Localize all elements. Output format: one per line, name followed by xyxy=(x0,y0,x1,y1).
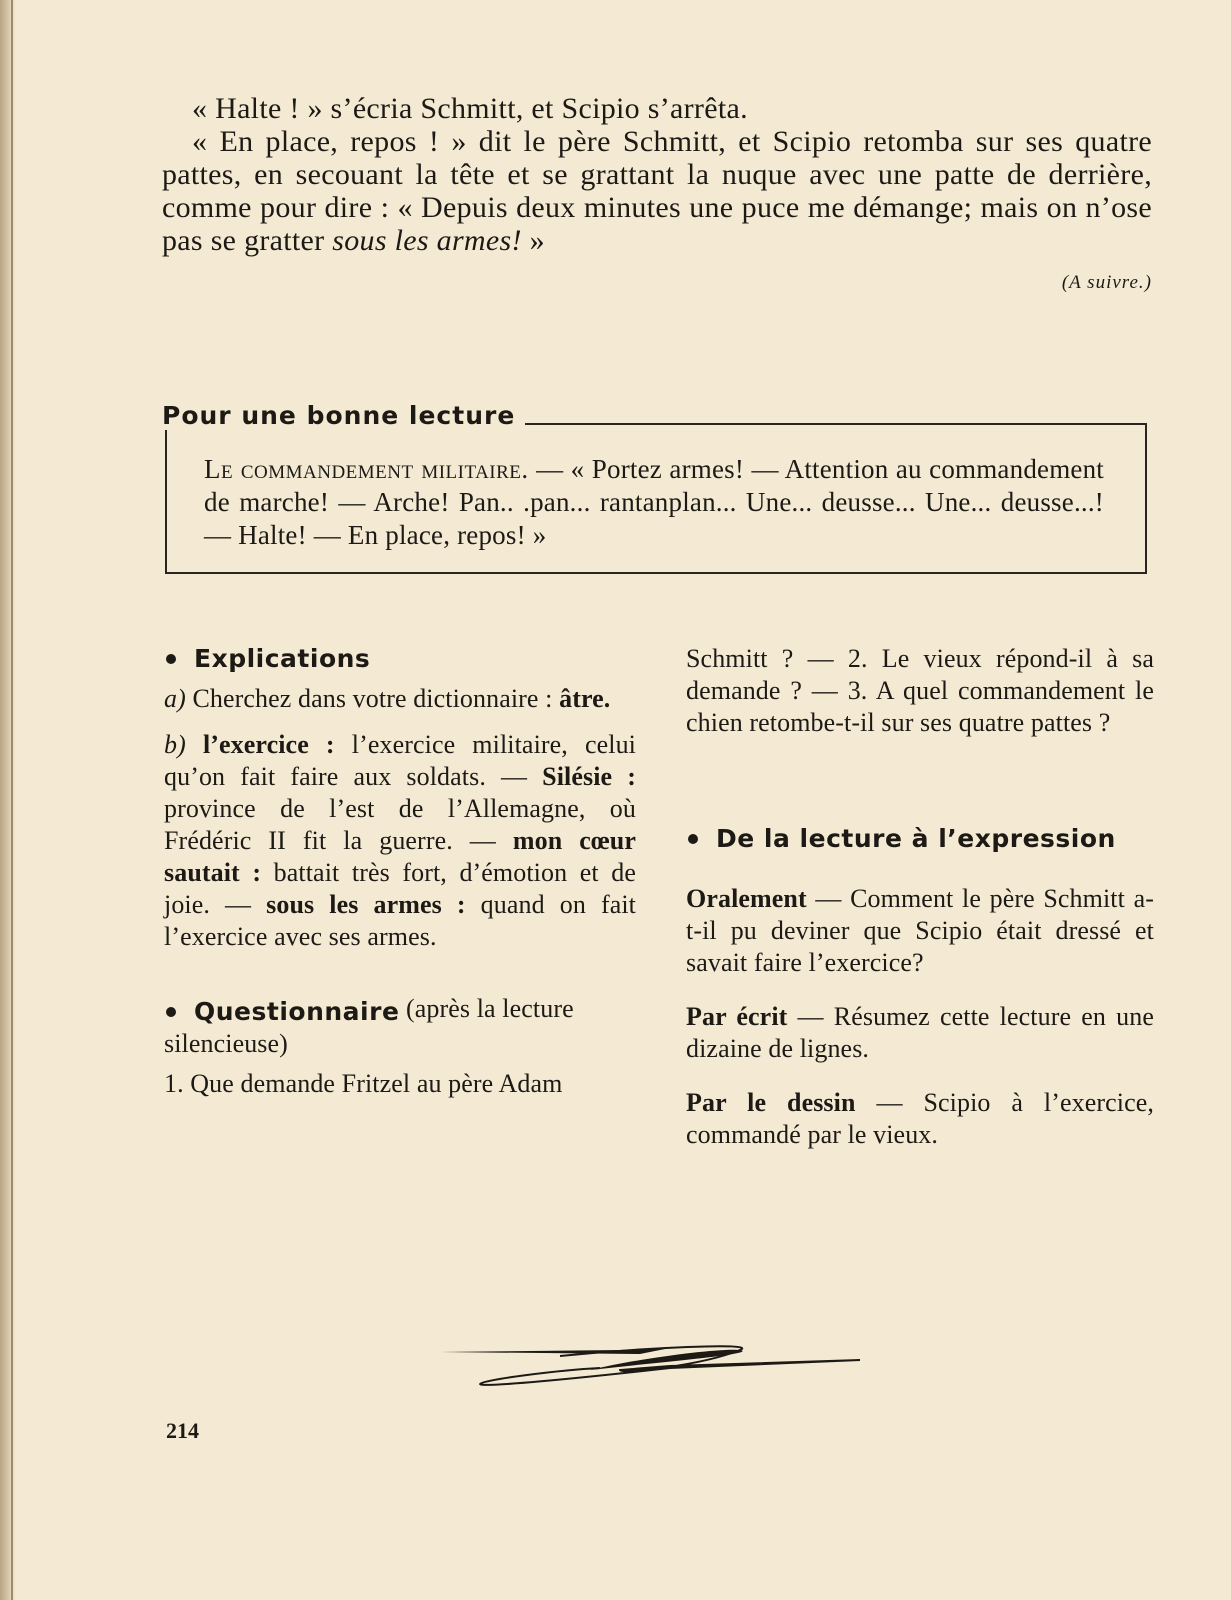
explication-b: b) l’exercice : l’exercice militaire, celui qu’on fait faire aux soldats. — Silésie : province de l’est de l’Allemagne, où Frédéric II fit la guerre. — mon cœur sautait : battait très fort, d’émotion et de joie. — sous les armes : quand on fait l’exercice avec ses armes. xyxy=(164,730,637,951)
expression-dessin: Par le dessin — Scipio à l’exercice, commandé par le vieux. xyxy=(686,1088,1154,1149)
story-paragraph-repos: « En place, repos ! » dit le père Schmitt, et Scipio retomba sur ses quatre pattes, en secouant la tête et se grattant la nuque avec une patte de derrière, comme pour dire : « Depuis deux minutes une puce me démange; mais on n’ose pas se gratter sous les armes! » xyxy=(162,125,1152,257)
page-edge xyxy=(0,0,16,1600)
bullet-icon xyxy=(166,654,176,664)
questions-continued: Schmitt ? — 2. Le vieux répond-il à sa demande ? — 3. A quel commandement le chien retombe-t-il sur ses quatre pattes ? xyxy=(686,644,1154,737)
box-lead: Le commandement militaire. xyxy=(204,454,529,484)
expression-ecrit: Par écrit — Résumez cette lecture en une dizaine de lignes. xyxy=(686,1002,1154,1063)
reading-box-text: Le commandement militaire. — « Portez armes! — Attention au commandement de marche! — Arche! Pan.. .pan... rantanplan... Une... deusse... Une... deusse...! — Halte! — En place, repos! » xyxy=(204,454,1104,550)
story-line-halte: « Halte ! » s’écria Schmitt, et Scipio s’arrêta. xyxy=(192,92,748,125)
story-text xyxy=(162,92,1152,257)
bullet-icon xyxy=(688,834,698,844)
page-number: 214 xyxy=(166,1418,199,1443)
expression-oral: Oralement — Comment le père Schmitt a-t-il pu deviner que Scipio était dressé et savait faire l’exercice? xyxy=(686,884,1154,977)
questionnaire-heading: Questionnaire (après la lecture silencieuse) xyxy=(164,994,574,1058)
to-be-continued: (A suivre.) xyxy=(1061,272,1152,293)
questionnaire-subtitle: (après la lecture silencieuse) xyxy=(164,994,574,1058)
explication-a: a) Cherchez dans votre dictionnaire : âtre. xyxy=(164,684,611,713)
bullet-icon xyxy=(166,1007,176,1017)
expression-heading: De la lecture à l’expression xyxy=(686,823,1154,855)
right-column xyxy=(686,643,1154,1151)
question-1-start: 1. Que demande Fritzel au père Adam xyxy=(164,1069,563,1098)
left-column xyxy=(164,643,636,1100)
box-title: Pour une bonne lecture xyxy=(162,401,525,430)
page-edge-line xyxy=(11,0,13,1600)
explications-heading: Explications xyxy=(164,643,636,675)
ornament-flourish-icon xyxy=(440,1340,880,1400)
